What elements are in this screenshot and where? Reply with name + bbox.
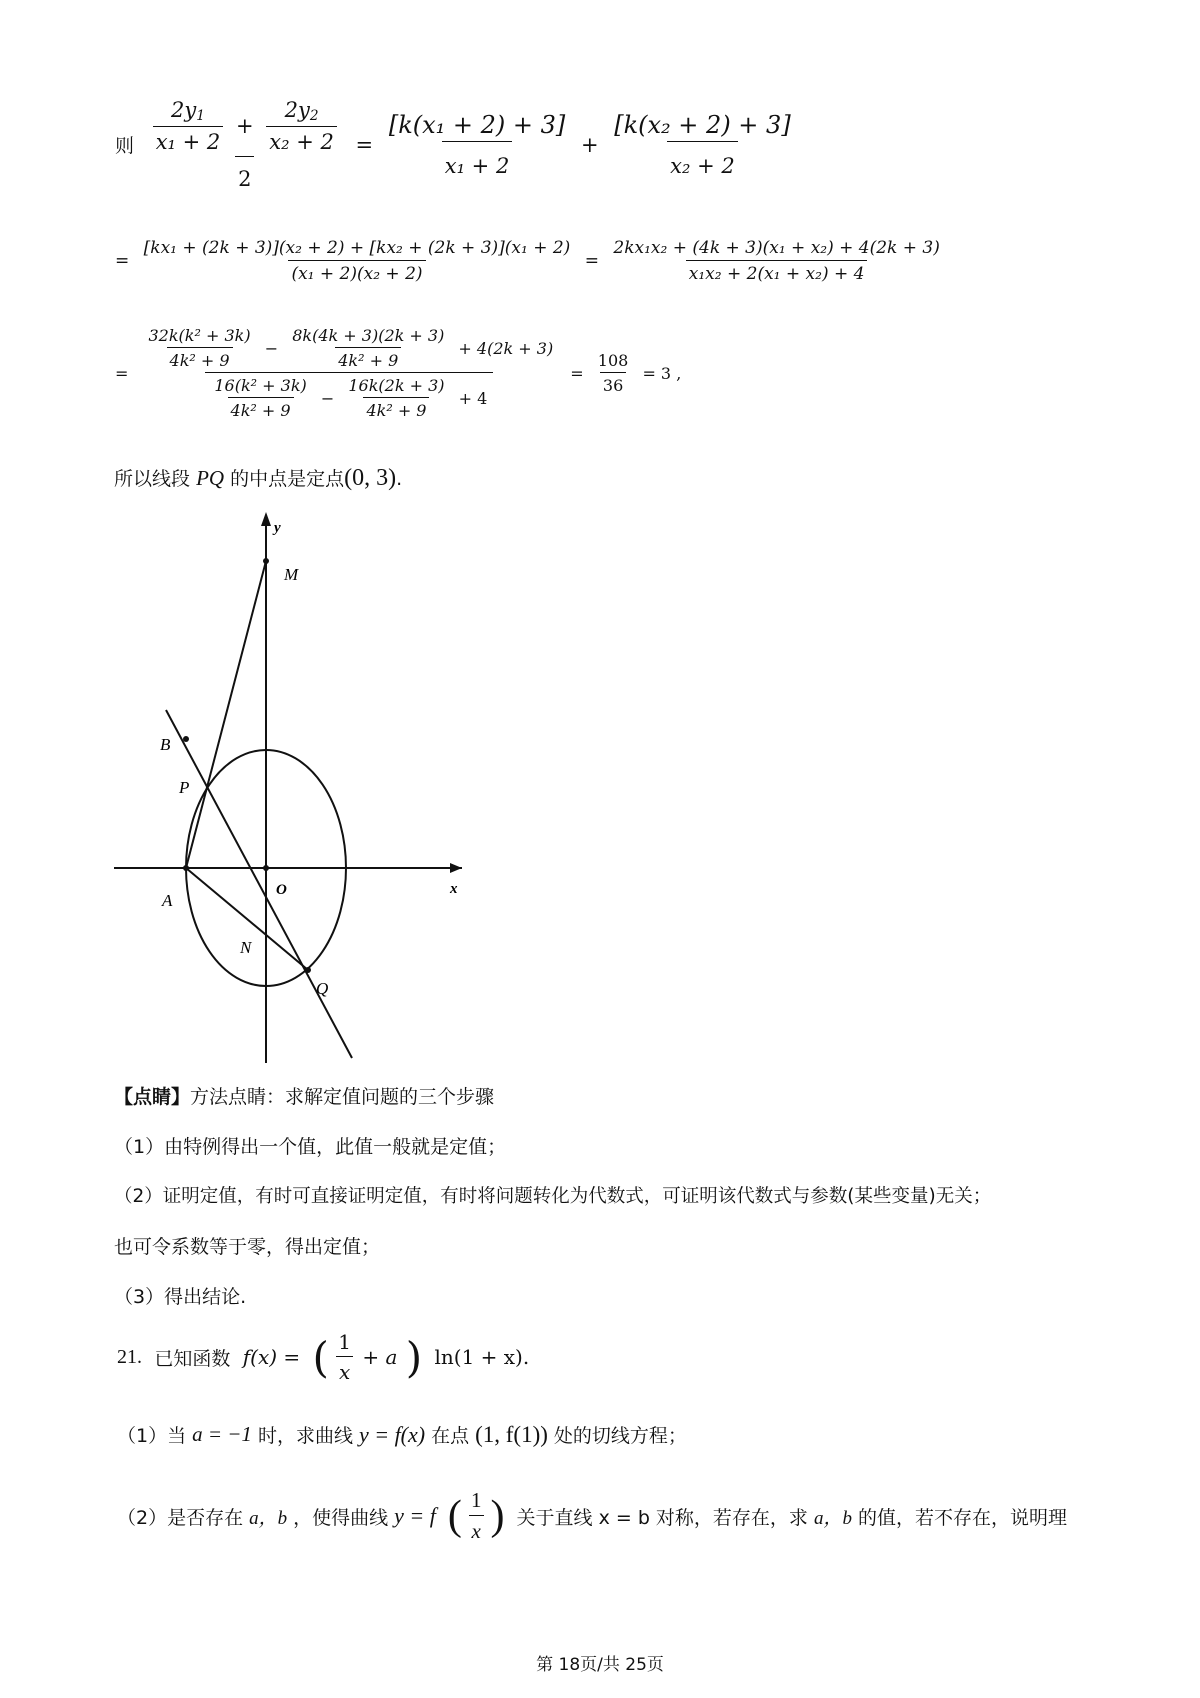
notes-step-1: （1）由特例得出一个值，此值一般就是定值； [114,1136,507,1158]
eq3-result-fraction: $\frac{108}{36}$ [597,351,629,395]
axis-label-y: y [274,520,281,536]
eq1-lhs-den: 2 [235,156,254,191]
eq1-prefix: 则 [115,135,135,157]
label-o: O [276,882,287,898]
eq2-frac1: $\frac{\text{[kx₁ + (2k + 3)](x₂ + 2) + [kx₂ + (2k + 3)](x₁ + 2)}}{\text{(x₁ + 2)(x₂ + 2)}}$ [143,238,571,284]
eq1-rhs1: $\frac{\text{[k(x₁ + 2) + 3]}}{\text{x₁ + 2}}$ [388,111,566,178]
eq2-frac2: $\frac{\text{2kx₁x₂ + (4k + 3)(x₁ + x₂) + 4(2k + 3)}}{\text{x₁x₂ + 2(x₁ + x₂) + 4}}$ [613,238,940,284]
geometry-figure [100,508,480,1068]
notes-title: 【点睛】方法点睛：求解定值问题的三个步骤 [114,1086,495,1108]
problem-21-stem: 21. 已知函数 f(x) = ( $\frac{1}{x}$ + a ) ln(1 + x). [117,1330,530,1384]
x-axis-arrow [450,863,462,873]
problem-21-q1: （1）当 a = −1 时，求曲线 y = f(x) 在点 (1, f(1)) 处的切线方程； [117,1421,687,1447]
label-q: Q [316,979,329,998]
eq1-lhs-right-num: 2y [284,98,310,122]
conclusion-line: 所以线段 PQ 的中点是定点(0, 3). [114,465,403,491]
eq1-lhs-left-num: 2y [171,98,197,122]
equation-3: = $\frac{\text{32k(k² + 3k)}}{\text{4k² + 9}}$ − $\frac{8k(4k + 3)(2k + 3)}{\text{4k² + 9}}$ + 4(2k + 3) $\frac{\text{16(k² + 3k)}}{\text{4k² + 9}}$ − $\frac{16k(2k + 3)}{\text{4k² + 9}}$ + 4 = $\frac{108}{36}$ = 3 , [115,326,682,420]
y-axis-arrow [261,512,271,526]
point-o-dot [263,865,269,871]
label-n: N [240,938,252,957]
point-m-dot [263,558,269,564]
point-a-dot [183,865,189,871]
problem-21-q2: （2）是否存在 a，b ，使得曲线 y = f ( $\frac{1}{x}$ ) 关于直线 x = b 对称，若存在，求 a，b 的值，若不存在，说明理 [117,1488,1067,1543]
notes-step-2: （2）证明定值，有时可直接证明定值，有时将问题转化为代数式，可证明该代数式与参数(某些变量)无关； [114,1186,992,1207]
point-q-dot [305,967,311,973]
eq3-result-tail: = 3 , [642,363,682,383]
axis-label-x: x [450,881,458,897]
page-footer: 第 18页/共 25页 [536,1655,664,1675]
eq1-rhs2: $\frac{\text{[k(x₂ + 2) + 3]}}{\text{x₂ + 2}}$ [614,111,791,178]
notes-step-2b: 也可令系数等于零，得出定值； [114,1236,381,1258]
label-p: P [179,778,190,797]
notes-step-3: （3）得出结论. [114,1286,247,1308]
label-b: B [160,735,171,754]
function-def: f(x) = [242,1345,301,1369]
eq1-lhs-left-den: x₁ + 2 [153,126,224,154]
equation-2: = $\frac{\text{[kx₁ + (2k + 3)](x₂ + 2) + [kx₂ + (2k + 3)](x₁ + 2)}}{\text{(x₁ + 2)(x₂ + 2)}}$ = $\frac{\text{2kx₁x₂ + (4k + 3)(x₁ + x₂) + 4(2k + 3)}}{\text{x₁x₂ + 2(x₁ + x₂) + 4}}$ [112,238,946,284]
eq3-main-fraction: $\frac{\text{32k(k² + 3k)}}{\text{4k² + 9}}$ − $\frac{8k(4k + 3)(2k + 3)}{\text{4k² + 9}}$ + 4(2k + 3) $\frac{\text{16(k² + 3k)}}{\text{4k² + 9}}$ − $\frac{16k(2k + 3)}{\text{4k² + 9}}$ + 4 [148,326,554,420]
label-a: A [162,891,173,910]
equation-1: 则 $\frac{2y_1}{\text{x₁ + 2}}$ + $\frac{2y_2}{\text{x₂ + 2}}$ 2 = $\frac{\text{[k(x₁ + 2) + 3]}}{\text{x₁ + 2}}$ + $\frac{\text{[k(x₂ + 2) + 3]}}{\text{x₂ + 2}}$ [112,98,797,191]
label-m: M [284,565,299,584]
point-b-dot [183,736,189,742]
line-bq [166,710,352,1058]
eq1-lhs-fraction: $\frac{2y_1}{\text{x₁ + 2}}$ + $\frac{2y_2}{\text{x₂ + 2}}$ 2 [147,98,343,191]
eq1-lhs-right-den: x₂ + 2 [266,126,337,154]
